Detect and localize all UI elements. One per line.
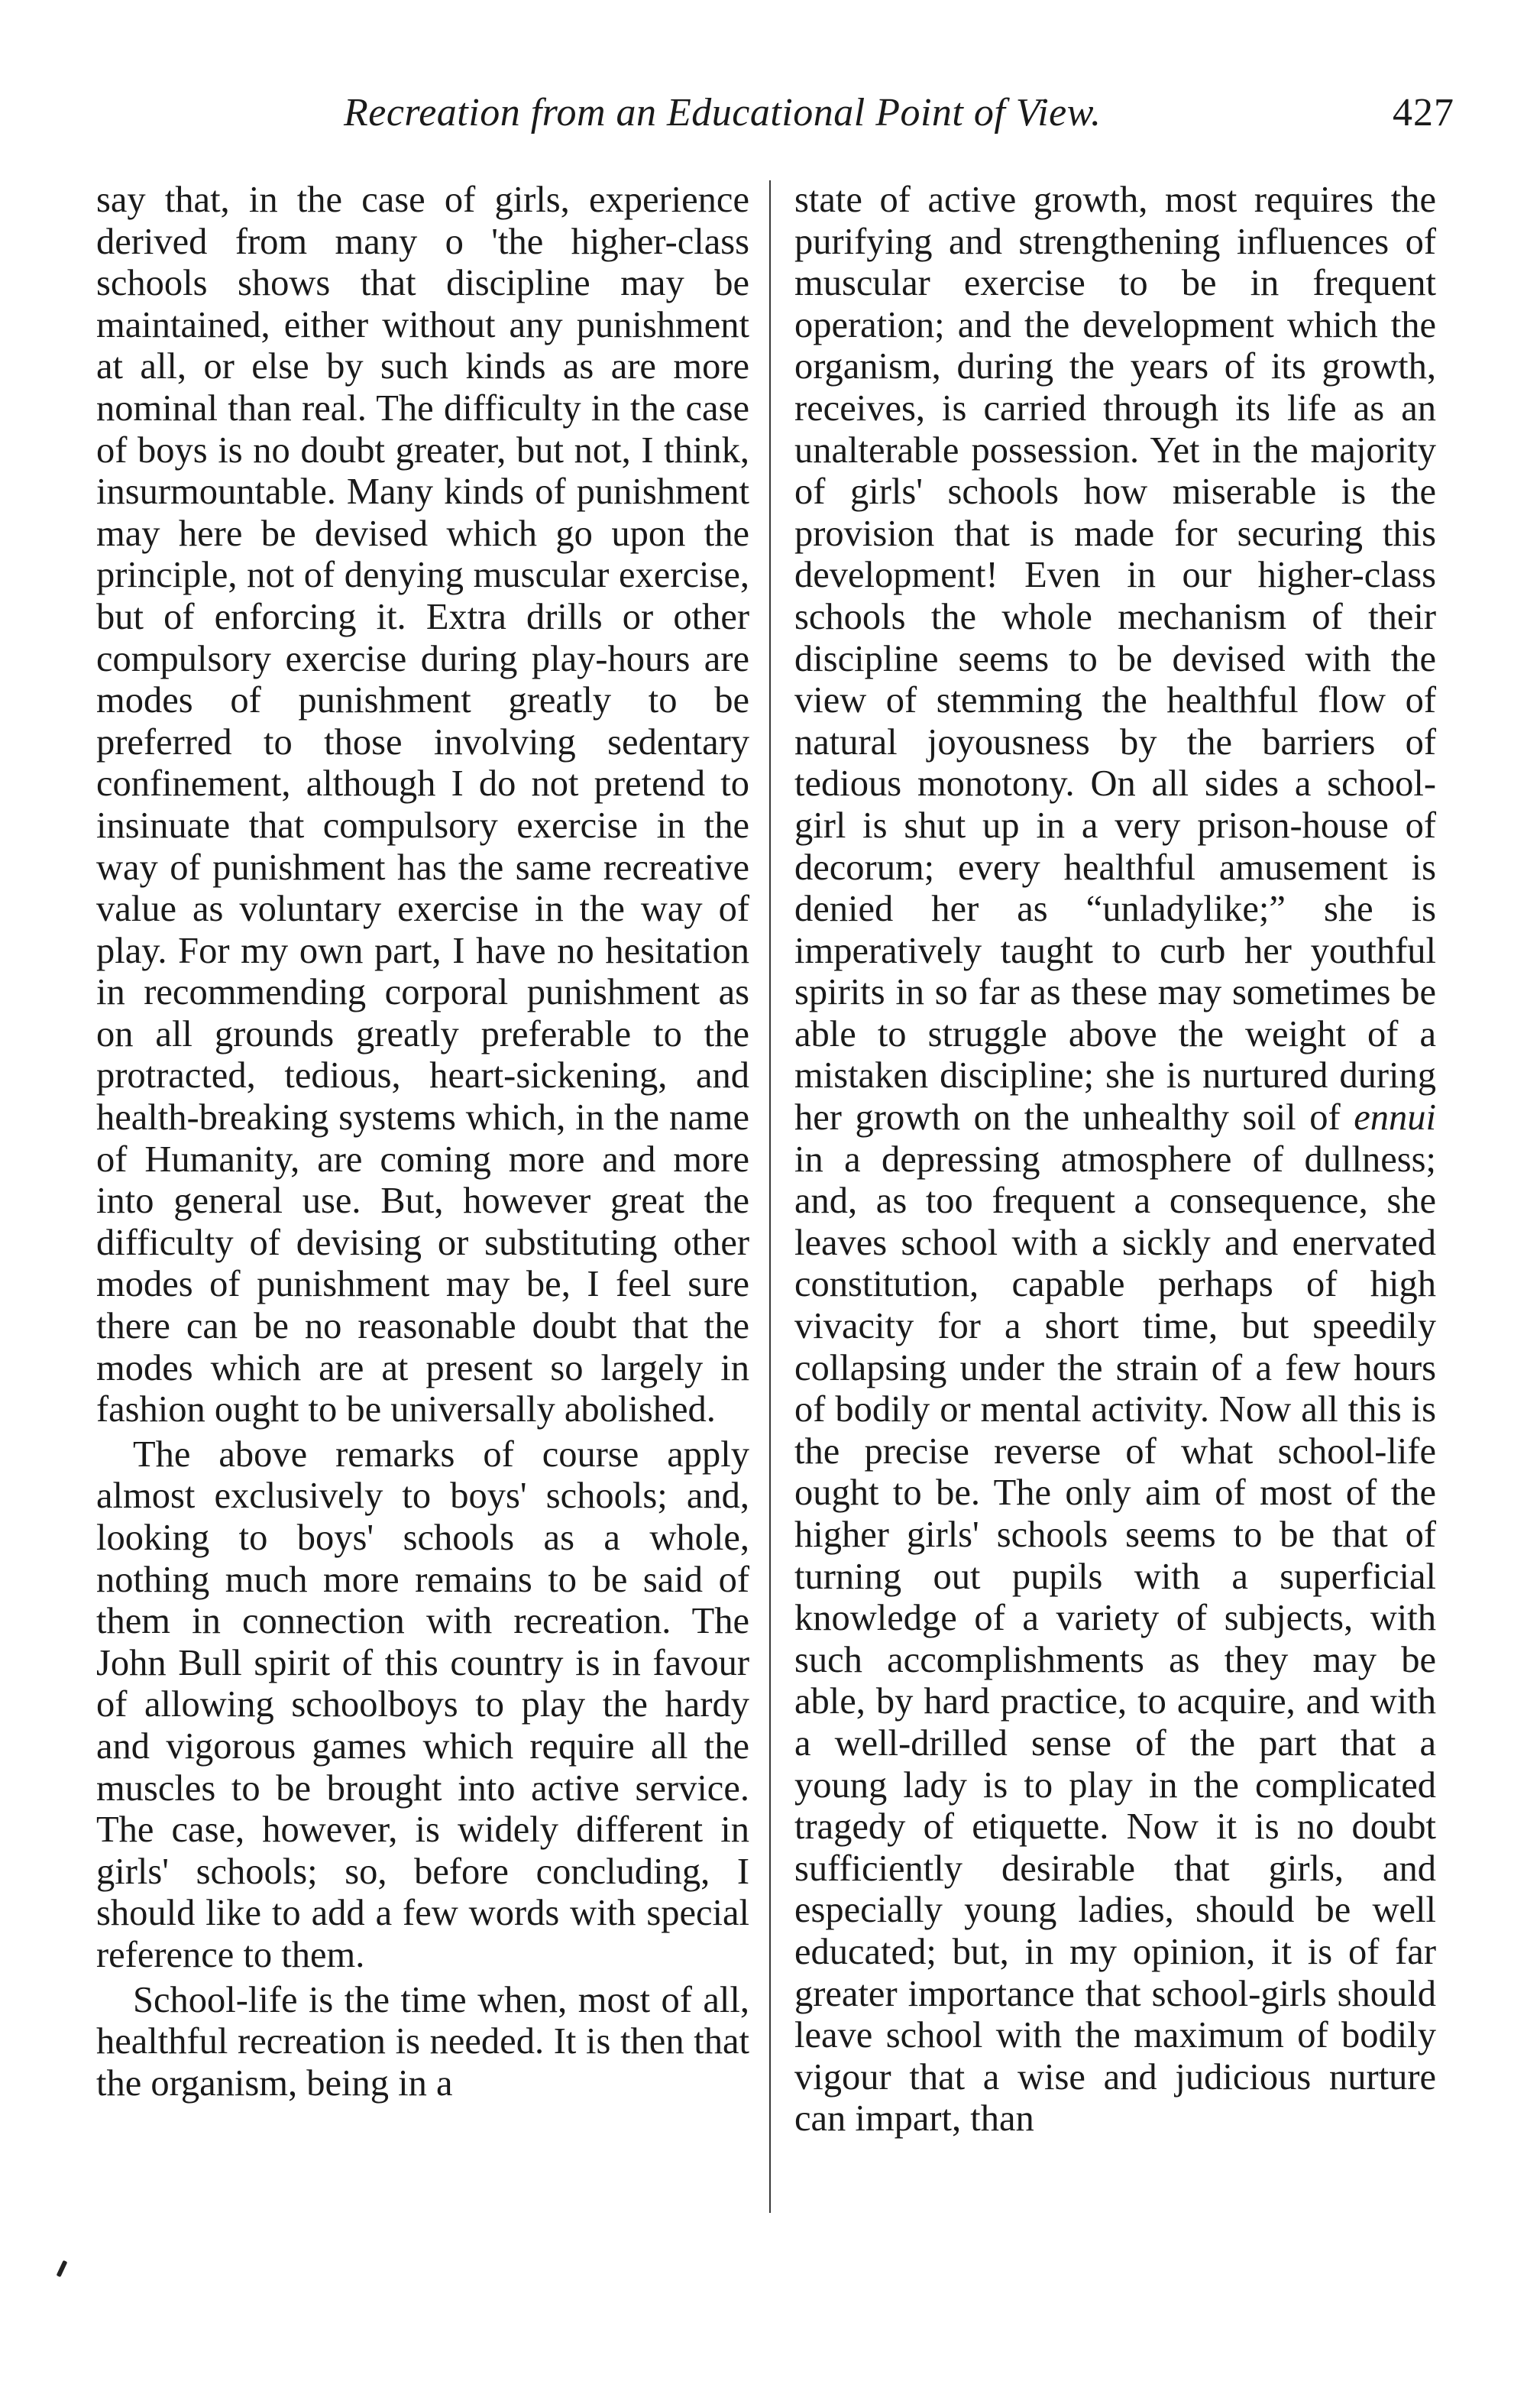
stray-ink-mark (57, 2260, 68, 2277)
column-divider (769, 180, 771, 2213)
running-head (92, 90, 1467, 144)
paragraph: The above remarks of course apply almost exclusively to boys' schools; and, looking to boys' schools as a whole, nothing much more remains to be said of them in connection with recreation. The John Bull spirit of this country is in favour of allowing schoolboys to play the hardy and vigorous games which require all the muscles to be brought into active service. The case, however, is widely different in girls' schools; so, before concluding, I should like to add a few words with special reference to them. (96, 1433, 749, 1975)
running-title: Recreation from an Educational Point of View. (344, 91, 1102, 134)
paragraph: state of active growth, most requires the purifying and strengthening influences of muscular exercise to be in frequent operation; and the development which the organism, during the years of its growth, receives, is carried through its life as an unalterable possession. Yet in the majority of girls' schools how miserable is the provision that is made for securing this development! Even in our higher-class schools the whole mechanism of their discipline seems to be devised with the view of stemming the healthful flow of natural joyousness by the barriers of tedious monotony. On all sides a school-girl is shut up in a very prison-house of decorum; every healthful amusement is denied her as “unladylike;” she is imperatively taught to curb her youthful spirits in so far as these may sometimes be able to struggle above the weight of a mistaken discipline; she is nurtured during her growth on the unhealthy soil of ennui in a depressing atmosphere of dullness; and, as too frequent a consequence, she leaves school with a sickly and enervated constitution, capable perhaps of high vivacity for a short time, but speedily collapsing under the strain of a few hours of bodily or mental activity. Now all this is the precise reverse of what school-life ought to be. The only aim of most of the higher girls' schools seems to be that of turning out pupils with a superficial knowledge of a variety of subjects, with such accomplishments as they may be able, by hard practice, to acquire, and with a well-drilled sense of the part that a young lady is to play in the complicated tragedy of etiquette. Now it is no doubt sufficiently desirable that girls, and especially young ladies, should be well educated; but, in my opinion, it is of far greater importance that school-girls should leave school with the maximum of bodily vigour that a wise and judicious nurture can impart, than (794, 180, 1436, 2140)
page-number: 427 (1393, 91, 1454, 134)
right-column (794, 180, 1436, 2140)
italic-word: ennui (1354, 1097, 1436, 1139)
paragraph: say that, in the case of girls, experience derived from many o 'the higher-class schools shows that discipline may be maintained, either without any punishment at all, or else by such kinds as are more nominal than real. The difficulty in the case of boys is no doubt greater, but not, I think, insurmountable. Many kinds of punishment may here be devised which go upon the principle, not of denying muscular exercise, but of enforcing it. Extra drills or other compulsory exercise during play-hours are modes of punishment greatly to be preferred to those involving sedentary confinement, although I do not pretend to insinuate that compulsory exercise in the way of punishment has the same recreative value as voluntary exercise in the way of play. For my own part, I have no hesitation in recommending corporal punishment as on all grounds greatly preferable to the protracted, tedious, heart-sickening, and health-breaking systems which, in the name of Humanity, are coming more and more into general use. But, however great the difficulty of devising or substituting other modes of punishment may be, I feel sure there can be no reasonable doubt that the modes which are at present so largely in fashion ought to be universally abolished. (96, 180, 749, 1430)
paragraph: School-life is the time when, most of all, healthful recreation is needed. It is then that the organism, being in a (96, 1979, 749, 2104)
left-column (96, 180, 749, 2104)
